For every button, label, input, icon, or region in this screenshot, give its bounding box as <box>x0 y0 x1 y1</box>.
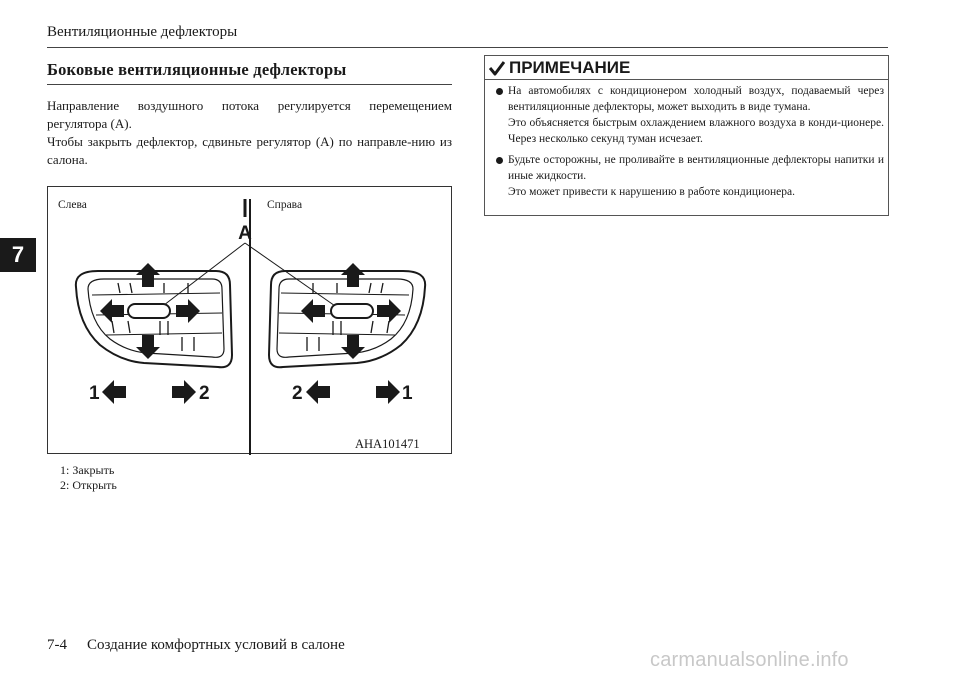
note-header <box>485 56 888 80</box>
right-deflector <box>269 263 425 367</box>
label-close-left: 1 <box>89 383 100 404</box>
body-text <box>47 97 452 169</box>
note-title: ПРИМЕЧАНИЕ <box>509 57 631 77</box>
header-divider <box>47 47 888 48</box>
section-divider <box>47 84 452 85</box>
label-close-right: 1 <box>402 383 413 404</box>
note-line: Это объясняется быстрым охлаждением влажного воздуха в конди-ционере. Через несколько секунд туман исчезает. <box>508 117 884 145</box>
note-item <box>494 152 884 200</box>
page-number: 7-4 <box>47 637 67 653</box>
legend-text: Закрыть <box>72 463 115 477</box>
label-open-right: 2 <box>292 383 303 404</box>
watermark: carmanualsonline.info <box>650 649 849 671</box>
note-line: На автомобилях с кондиционером холодный воздух, подаваемый через вентиляционные дефлекторы, может выходить в виде тумана. <box>508 85 884 113</box>
legend-number: 2: <box>60 478 70 492</box>
label-left: Слева <box>58 199 87 211</box>
chapter-title: Создание комфортных условий в салоне <box>87 637 345 653</box>
legend-number: 1: <box>60 463 70 477</box>
note-box <box>484 55 889 216</box>
header-title: Вентиляционные дефлекторы <box>47 24 238 40</box>
deflector-illustration <box>48 187 453 455</box>
legend-item <box>60 478 117 493</box>
open-arrow-left <box>172 380 196 404</box>
paragraph: Направление воздушного потока регулируется перемещением регулятора (А). <box>47 98 452 131</box>
figure-legend <box>60 463 117 493</box>
left-deflector <box>76 263 232 367</box>
bullet-icon <box>496 157 503 164</box>
close-arrow-right <box>376 380 400 404</box>
note-line: Это может привести к нарушению в работе кондиционера. <box>508 186 795 198</box>
label-right: Справа <box>267 199 303 211</box>
bullet-icon <box>496 88 503 95</box>
close-arrow-left <box>102 380 126 404</box>
checkmark-icon <box>489 60 505 76</box>
page-footer <box>47 637 345 654</box>
label-open-left: 2 <box>199 383 210 404</box>
callout-a: A <box>238 223 252 244</box>
figure-code: AHA101471 <box>355 437 420 451</box>
note-line: Будьте осторожны, не проливайте в вентиляционные дефлекторы напитки и иные жидкости. <box>508 154 884 182</box>
note-item <box>494 83 884 147</box>
note-body <box>494 83 884 200</box>
deflector-figure <box>47 186 452 454</box>
section-heading: Боковые вентиляционные дефлекторы <box>47 60 347 79</box>
chapter-tab: 7 <box>0 238 36 272</box>
open-arrow-right <box>306 380 330 404</box>
legend-item <box>60 463 117 478</box>
paragraph: Чтобы закрыть дефлектор, сдвиньте регулятор (А) по направле-нию из салона. <box>47 134 452 167</box>
legend-text: Открыть <box>72 478 117 492</box>
